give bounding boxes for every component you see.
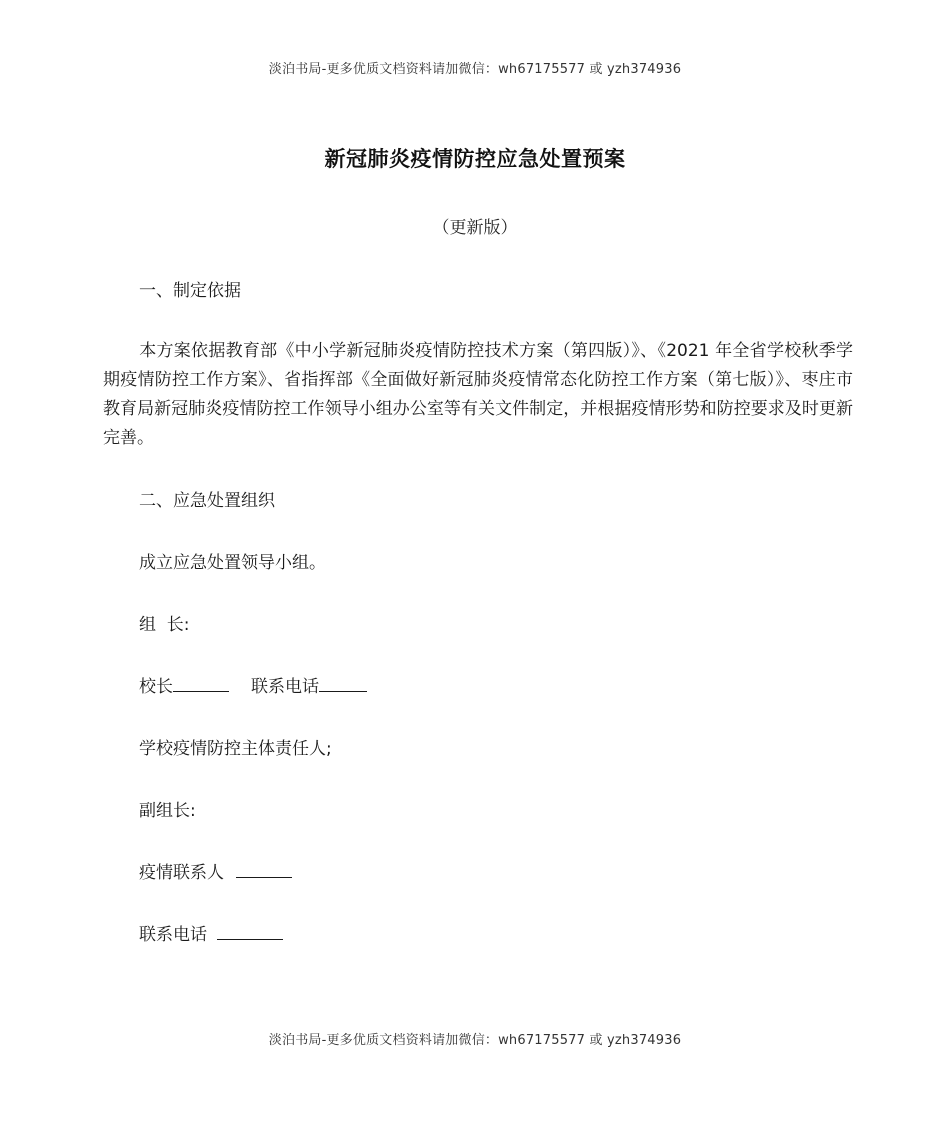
contact-phone-row [139, 920, 283, 945]
contact-person-row [139, 858, 292, 883]
principal-phone-blank [319, 675, 367, 692]
document-subtitle: （更新版） [432, 218, 518, 238]
deputy-label: 副组长: [139, 801, 196, 821]
principal-phone-label: 联系电话 [251, 677, 319, 697]
principal-label: 校长 [139, 677, 173, 697]
leader-label: 组 长: [139, 615, 190, 635]
responsibility-text: 学校疫情防控主体责任人; [139, 739, 332, 759]
section-1-body-text: 本方案依据教育部《中小学新冠肺炎疫情防控技术方案（第四版）》、《2021 年全省学校秋季学期疫情防控工作方案》、省指挥部《全面做好新冠肺炎疫情常态化防控工作方案（第七版）》、枣庄市教育局新冠肺炎疫情防控工作领导小组办公室等有关文件制定，并根据疫情形势和防控要求及时更新完善。 [103, 341, 853, 448]
header-watermark-note: 淡泊书局-更多优质文档资料请加微信：wh67175577 或 yzh374936 [268, 62, 682, 77]
section-2-intro: 成立应急处置领导小组。 [139, 553, 326, 573]
contact-phone-blank [217, 923, 283, 940]
contact-person-label: 疫情联系人 [139, 863, 224, 883]
contact-person-blank [236, 861, 292, 878]
section-1-paragraph [103, 337, 853, 453]
principal-row [139, 672, 367, 697]
document-title: 新冠肺炎疫情防控应急处置预案 [324, 147, 626, 171]
footer-watermark-note: 淡泊书局-更多优质文档资料请加微信：wh67175577 或 yzh374936 [268, 1033, 682, 1048]
principal-name-blank [173, 675, 229, 692]
contact-phone-label: 联系电话 [139, 925, 207, 945]
section-2-heading: 二、应急处置组织 [139, 491, 275, 511]
section-1-heading: 一、制定依据 [139, 281, 241, 301]
